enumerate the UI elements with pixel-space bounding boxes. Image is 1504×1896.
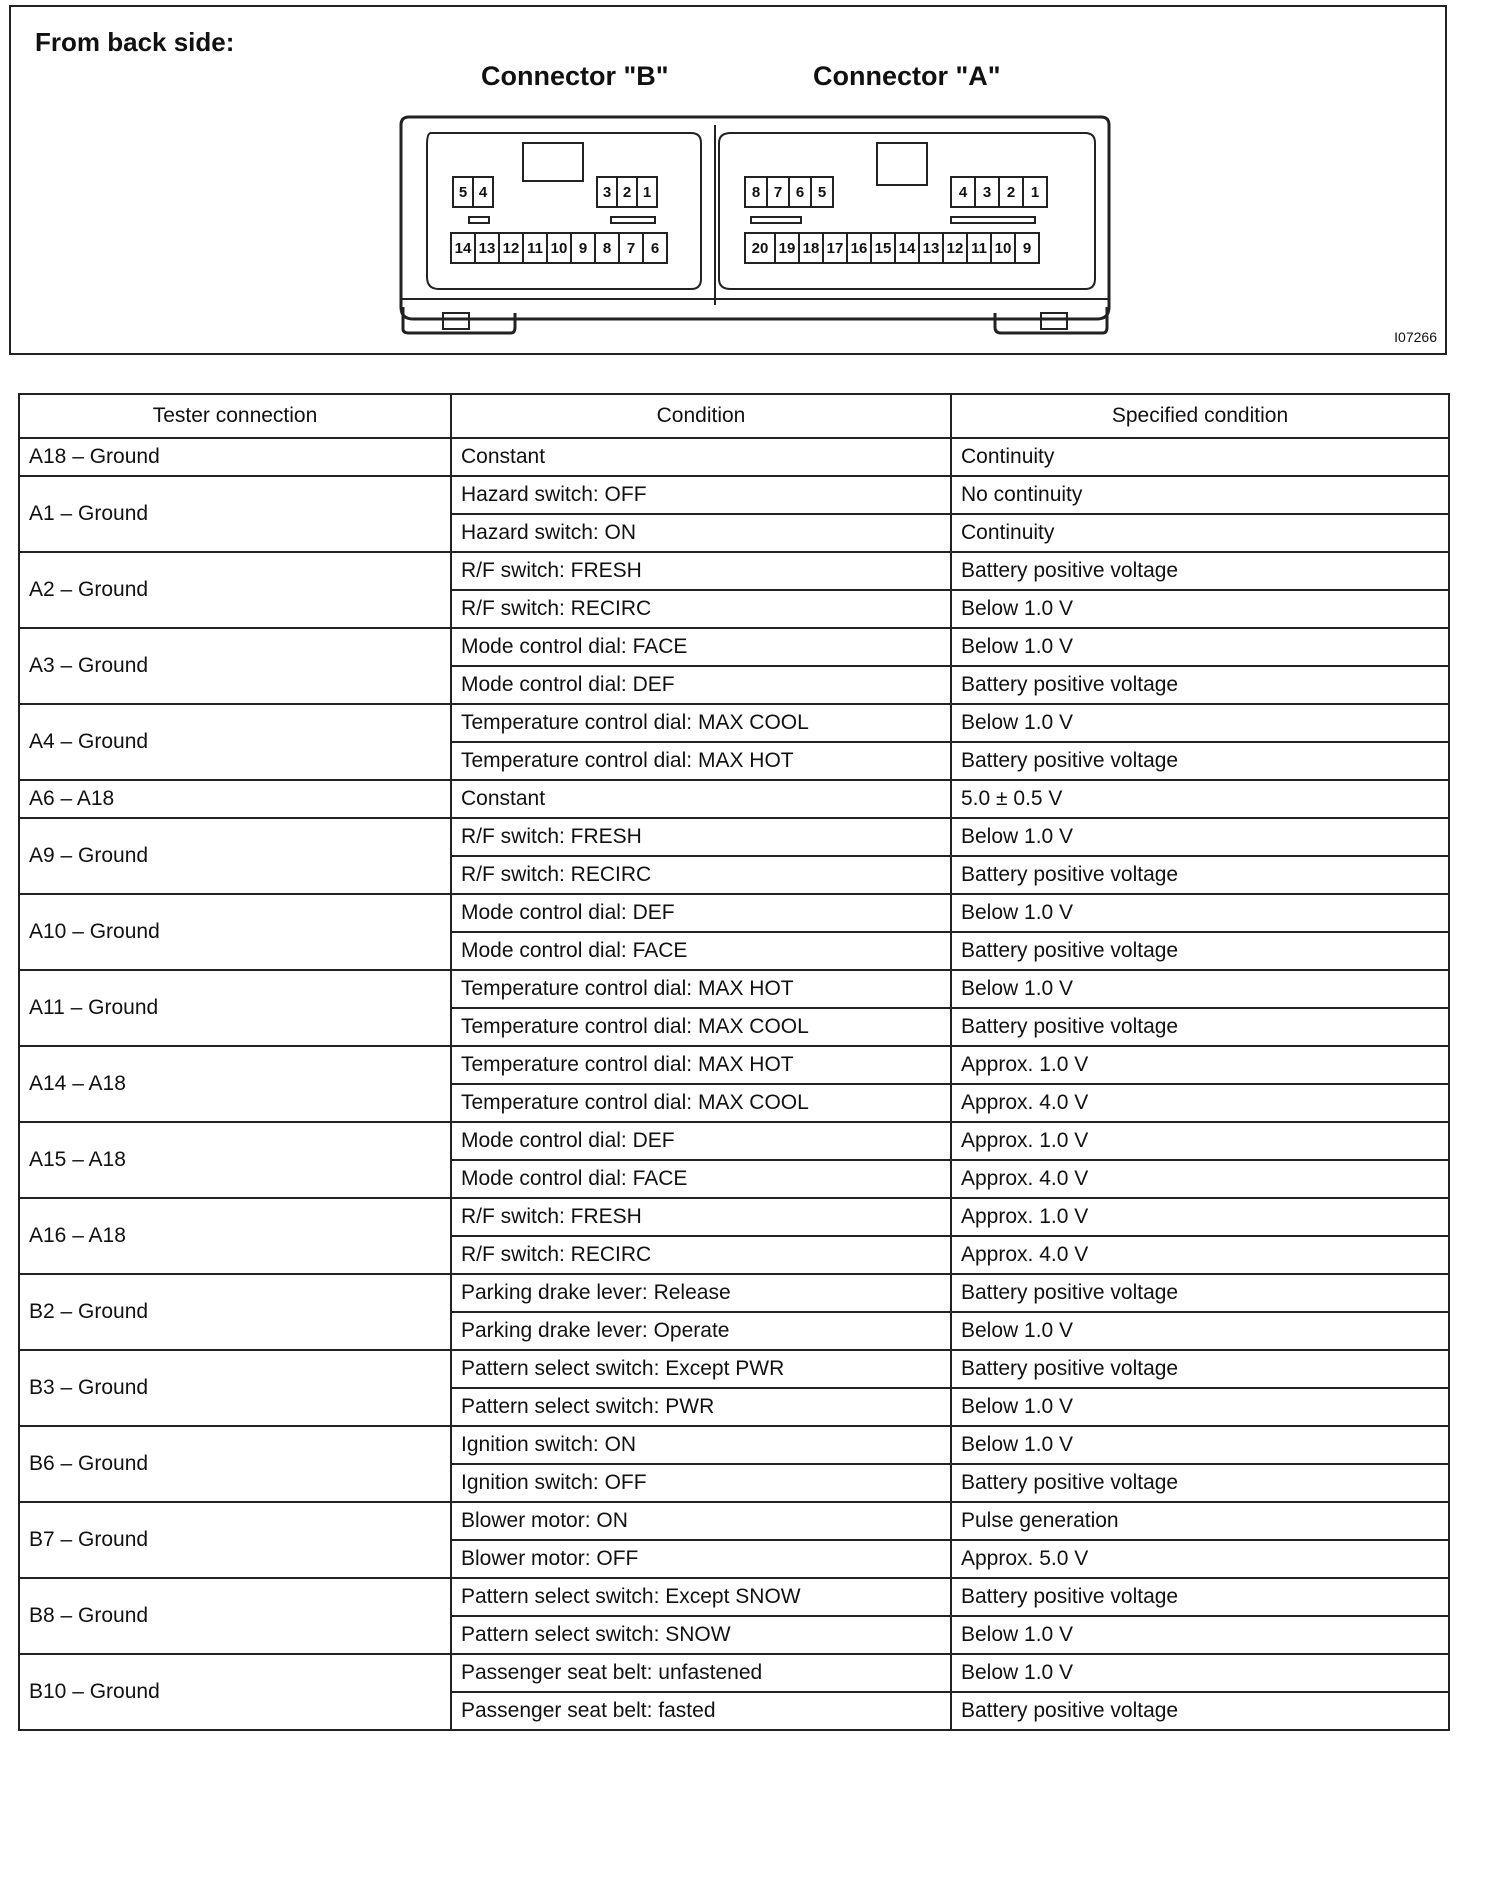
header-specified-condition: Specified condition: [951, 394, 1449, 438]
pin-number: 11: [971, 240, 987, 257]
specified-condition-cell: Battery positive voltage: [951, 1008, 1449, 1046]
tester-connection-cell: A2 – Ground: [19, 552, 451, 628]
condition-cell: Parking drake lever: Release: [451, 1274, 951, 1312]
table-row: [19, 1426, 1449, 1464]
specified-condition-cell: Continuity: [951, 438, 1449, 476]
specified-condition-cell: Battery positive voltage: [951, 666, 1449, 704]
pin-number: 4: [478, 184, 488, 201]
condition-cell: Parking drake lever: Operate: [451, 1312, 951, 1350]
table-row: [19, 818, 1449, 856]
tester-connection-cell: A18 – Ground: [19, 438, 451, 476]
pin-number: 6: [650, 240, 660, 257]
header-tester-connection: Tester connection: [19, 394, 451, 438]
pin-number: 3: [602, 184, 612, 201]
specified-condition-cell: Below 1.0 V: [951, 1426, 1449, 1464]
pin-number: 1: [642, 184, 652, 201]
condition-cell: R/F switch: FRESH: [451, 1198, 951, 1236]
inspection-table: [18, 393, 1450, 1731]
condition-cell: Mode control dial: DEF: [451, 894, 951, 932]
pin-layer: [451, 177, 1047, 263]
specified-condition-cell: Continuity: [951, 514, 1449, 552]
condition-cell: Temperature control dial: MAX COOL: [451, 1008, 951, 1046]
connector-a-label: Connector "A": [813, 61, 1001, 91]
specified-condition-cell: Battery positive voltage: [951, 1578, 1449, 1616]
tester-connection-cell: B10 – Ground: [19, 1654, 451, 1730]
tester-connection-cell: A9 – Ground: [19, 818, 451, 894]
specified-condition-cell: Battery positive voltage: [951, 552, 1449, 590]
table-header-row: [19, 394, 1449, 438]
specified-condition-cell: Below 1.0 V: [951, 1616, 1449, 1654]
condition-cell: Mode control dial: FACE: [451, 628, 951, 666]
table-row: [19, 1502, 1449, 1540]
table-row: [19, 552, 1449, 590]
specified-condition-cell: Battery positive voltage: [951, 1350, 1449, 1388]
tester-connection-cell: A15 – A18: [19, 1122, 451, 1198]
specified-condition-cell: Battery positive voltage: [951, 1692, 1449, 1730]
specified-condition-cell: Below 1.0 V: [951, 1388, 1449, 1426]
table-row: [19, 1578, 1449, 1616]
table-row: [19, 1198, 1449, 1236]
table-row: [19, 894, 1449, 932]
specified-condition-cell: No continuity: [951, 476, 1449, 514]
header-condition: Condition: [451, 394, 951, 438]
pin-number: 19: [778, 240, 796, 257]
specified-condition-cell: Approx. 5.0 V: [951, 1540, 1449, 1578]
condition-cell: Constant: [451, 438, 951, 476]
tester-connection-cell: A10 – Ground: [19, 894, 451, 970]
condition-cell: Hazard switch: OFF: [451, 476, 951, 514]
condition-cell: Ignition switch: OFF: [451, 1464, 951, 1502]
pin-number: 8: [602, 240, 612, 257]
pin-number: 5: [817, 184, 827, 201]
tester-connection-cell: A16 – A18: [19, 1198, 451, 1274]
pin-number: 12: [502, 240, 520, 257]
pin-number: 2: [622, 184, 632, 201]
pin-number: 14: [454, 240, 472, 257]
pin-number: 2: [1006, 184, 1016, 201]
tester-connection-cell: B6 – Ground: [19, 1426, 451, 1502]
condition-cell: Temperature control dial: MAX HOT: [451, 970, 951, 1008]
specified-condition-cell: Below 1.0 V: [951, 818, 1449, 856]
specified-condition-cell: Below 1.0 V: [951, 1312, 1449, 1350]
tester-connection-cell: A3 – Ground: [19, 628, 451, 704]
pin-number: 8: [751, 184, 761, 201]
pin-number: 13: [922, 240, 940, 257]
specified-condition-cell: Battery positive voltage: [951, 932, 1449, 970]
condition-cell: Mode control dial: DEF: [451, 1122, 951, 1160]
specified-condition-cell: Approx. 4.0 V: [951, 1084, 1449, 1122]
pin-number: 14: [898, 240, 916, 257]
pin-number: 10: [550, 240, 568, 257]
table-body: [19, 438, 1449, 1730]
connector-diagram: [11, 7, 1445, 353]
table-row: [19, 1654, 1449, 1692]
pin-number: 16: [850, 240, 868, 257]
pin-number: 3: [982, 184, 992, 201]
condition-cell: Pattern select switch: PWR: [451, 1388, 951, 1426]
pin-number: 18: [802, 240, 820, 257]
specified-condition-cell: Below 1.0 V: [951, 704, 1449, 742]
condition-cell: R/F switch: FRESH: [451, 818, 951, 856]
pin-number: 9: [578, 240, 588, 257]
condition-cell: Mode control dial: FACE: [451, 1160, 951, 1198]
connector-b-label: Connector "B": [481, 61, 669, 91]
specified-condition-cell: Battery positive voltage: [951, 1274, 1449, 1312]
table-row: [19, 1350, 1449, 1388]
condition-cell: Pattern select switch: SNOW: [451, 1616, 951, 1654]
pin-number: 10: [994, 240, 1012, 257]
specified-condition-cell: Approx. 1.0 V: [951, 1198, 1449, 1236]
figure-heading: From back side:: [35, 27, 235, 57]
specified-condition-cell: Battery positive voltage: [951, 742, 1449, 780]
table-row: [19, 438, 1449, 476]
condition-cell: Ignition switch: ON: [451, 1426, 951, 1464]
condition-cell: Temperature control dial: MAX COOL: [451, 704, 951, 742]
tester-connection-cell: B3 – Ground: [19, 1350, 451, 1426]
pin-number: 15: [874, 240, 892, 257]
condition-cell: Blower motor: OFF: [451, 1540, 951, 1578]
pin-number: 1: [1030, 184, 1040, 201]
table-row: [19, 780, 1449, 818]
table-row: [19, 970, 1449, 1008]
specified-condition-cell: Below 1.0 V: [951, 628, 1449, 666]
condition-cell: Passenger seat belt: fasted: [451, 1692, 951, 1730]
tester-connection-cell: A11 – Ground: [19, 970, 451, 1046]
pin-number: 5: [458, 184, 468, 201]
pin-number: 4: [958, 184, 968, 201]
condition-cell: Blower motor: ON: [451, 1502, 951, 1540]
tester-connection-cell: B8 – Ground: [19, 1578, 451, 1654]
specified-condition-cell: Below 1.0 V: [951, 1654, 1449, 1692]
condition-cell: Pattern select switch: Except SNOW: [451, 1578, 951, 1616]
pin-number: 11: [527, 240, 543, 257]
pin-number: 7: [773, 184, 783, 201]
specified-condition-cell: Below 1.0 V: [951, 590, 1449, 628]
tester-connection-cell: A6 – A18: [19, 780, 451, 818]
table-row: [19, 476, 1449, 514]
specified-condition-cell: Below 1.0 V: [951, 894, 1449, 932]
table-row: [19, 1046, 1449, 1084]
tester-connection-cell: B7 – Ground: [19, 1502, 451, 1578]
condition-cell: R/F switch: RECIRC: [451, 1236, 951, 1274]
figure-id: I07266: [1394, 329, 1437, 345]
tester-connection-cell: A4 – Ground: [19, 704, 451, 780]
condition-cell: Passenger seat belt: unfastened: [451, 1654, 951, 1692]
condition-cell: Temperature control dial: MAX HOT: [451, 1046, 951, 1084]
condition-cell: Temperature control dial: MAX COOL: [451, 1084, 951, 1122]
condition-cell: R/F switch: RECIRC: [451, 590, 951, 628]
tester-connection-cell: B2 – Ground: [19, 1274, 451, 1350]
pin-number: 20: [751, 240, 769, 257]
specified-condition-cell: Approx. 1.0 V: [951, 1122, 1449, 1160]
condition-cell: Hazard switch: ON: [451, 514, 951, 552]
specified-condition-cell: Pulse generation: [951, 1502, 1449, 1540]
tester-connection-cell: A14 – A18: [19, 1046, 451, 1122]
condition-cell: Mode control dial: FACE: [451, 932, 951, 970]
pin-number: 17: [826, 240, 844, 257]
tester-connection-cell: A1 – Ground: [19, 476, 451, 552]
specified-condition-cell: Below 1.0 V: [951, 970, 1449, 1008]
pin-number: 13: [478, 240, 496, 257]
specified-condition-cell: 5.0 ± 0.5 V: [951, 780, 1449, 818]
condition-cell: Constant: [451, 780, 951, 818]
condition-cell: Pattern select switch: Except PWR: [451, 1350, 951, 1388]
connector-housing: [401, 117, 1109, 333]
condition-cell: R/F switch: FRESH: [451, 552, 951, 590]
pin-number: 12: [946, 240, 964, 257]
specified-condition-cell: Approx. 1.0 V: [951, 1046, 1449, 1084]
condition-cell: Mode control dial: DEF: [451, 666, 951, 704]
table-row: [19, 628, 1449, 666]
specified-condition-cell: Battery positive voltage: [951, 1464, 1449, 1502]
pin-number: 7: [626, 240, 636, 257]
pin-number: 6: [795, 184, 805, 201]
pin-number: 9: [1022, 240, 1032, 257]
specified-condition-cell: Approx. 4.0 V: [951, 1160, 1449, 1198]
table-row: [19, 704, 1449, 742]
specified-condition-cell: Approx. 4.0 V: [951, 1236, 1449, 1274]
connector-figure: [9, 5, 1447, 355]
condition-cell: R/F switch: RECIRC: [451, 856, 951, 894]
specified-condition-cell: Battery positive voltage: [951, 856, 1449, 894]
condition-cell: Temperature control dial: MAX HOT: [451, 742, 951, 780]
table-row: [19, 1122, 1449, 1160]
table-row: [19, 1274, 1449, 1312]
